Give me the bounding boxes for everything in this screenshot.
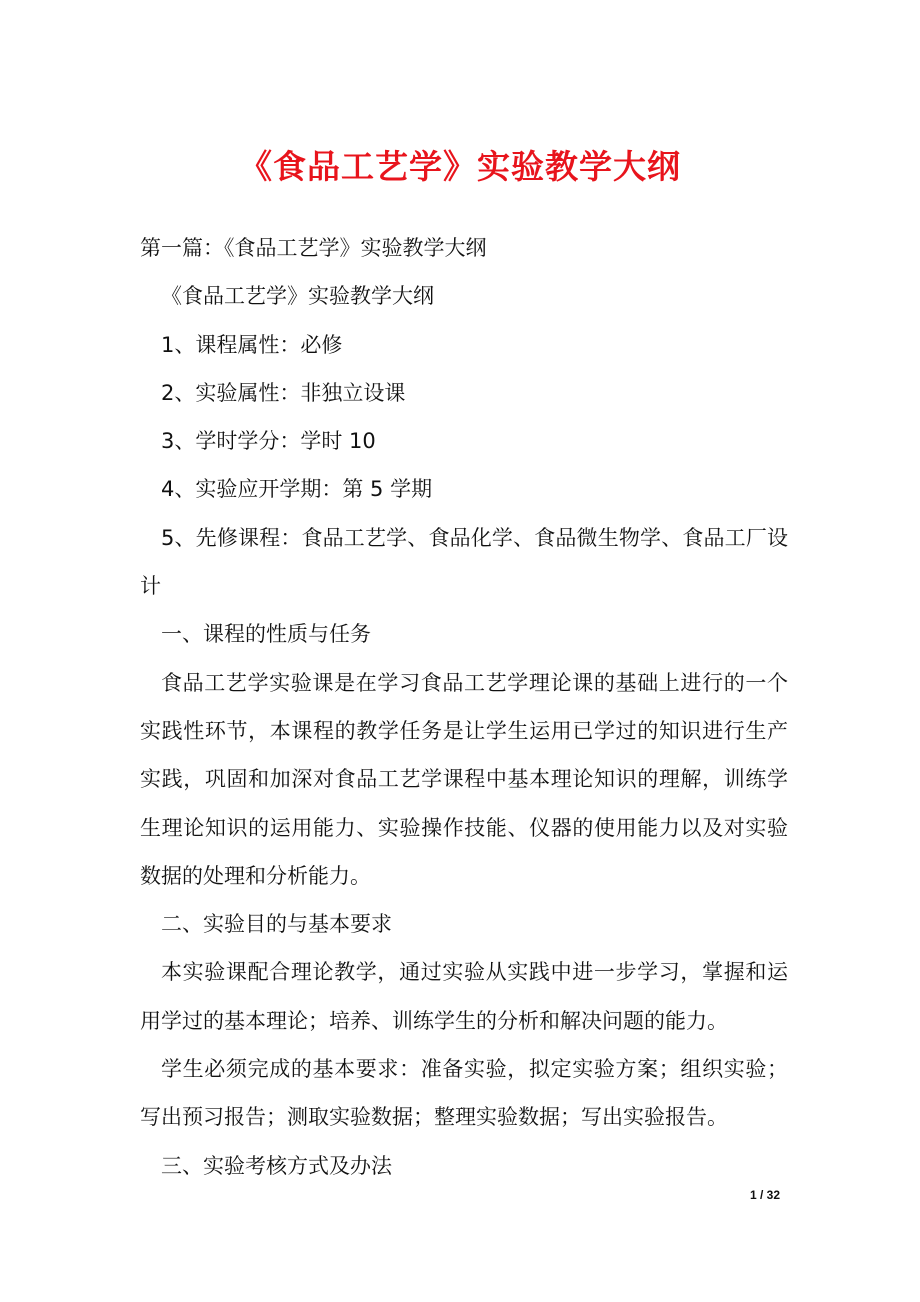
document-body <box>140 224 788 1190</box>
document-title: 《食品工艺学》实验教学大纲 <box>239 147 681 186</box>
section-heading-assessment: 三、实验考核方式及办法 <box>161 1153 392 1178</box>
paragraph-part-heading: 第一篇：《食品工艺学》实验教学大纲 <box>140 236 487 260</box>
paragraph-hours-credits: 3、学时学分：学时 10 <box>161 429 376 454</box>
paragraph-course-attribute: 1、课程属性：必修 <box>161 332 343 357</box>
paragraph-lab-attribute: 2、实验属性：非独立设课 <box>161 380 406 405</box>
paragraph-requirements: 学生必须完成的基本要求：准备实验，拟定实验方案；组织实验；写出预习报告；测取实验数据；整理实验数据；写出实验报告。 <box>140 1057 788 1130</box>
paragraph-nature-tasks: 食品工艺学实验课是在学习食品工艺学理论课的基础上进行的一个实践性环节，本课程的教学任务是让学生运用已学过的知识进行生产实践，巩固和加深对食品工艺学课程中基本理论知识的理解，训练学生理论知识的运用能力、实验操作技能、仪器的使用能力以及对实验数据的处理和分析能力。 <box>140 670 788 888</box>
section-heading-objectives: 二、实验目的与基本要求 <box>161 912 392 937</box>
paragraph-objectives: 本实验课配合理论教学，通过实验从实践中进一步学习，掌握和运用学过的基本理论；培养、训练学生的分析和解决问题的能力。 <box>140 960 788 1033</box>
page-number: 1 / 32 <box>749 1188 780 1202</box>
section-heading-nature-tasks: 一、课程的性质与任务 <box>161 622 371 647</box>
paragraph-subtitle: 《食品工艺学》实验教学大纲 <box>161 284 434 309</box>
paragraph-prerequisites: 5、先修课程：食品工艺学、食品化学、食品微生物学、食品工厂设计 <box>140 525 788 599</box>
paragraph-semester: 4、实验应开学期：第 5 学期 <box>161 477 433 502</box>
